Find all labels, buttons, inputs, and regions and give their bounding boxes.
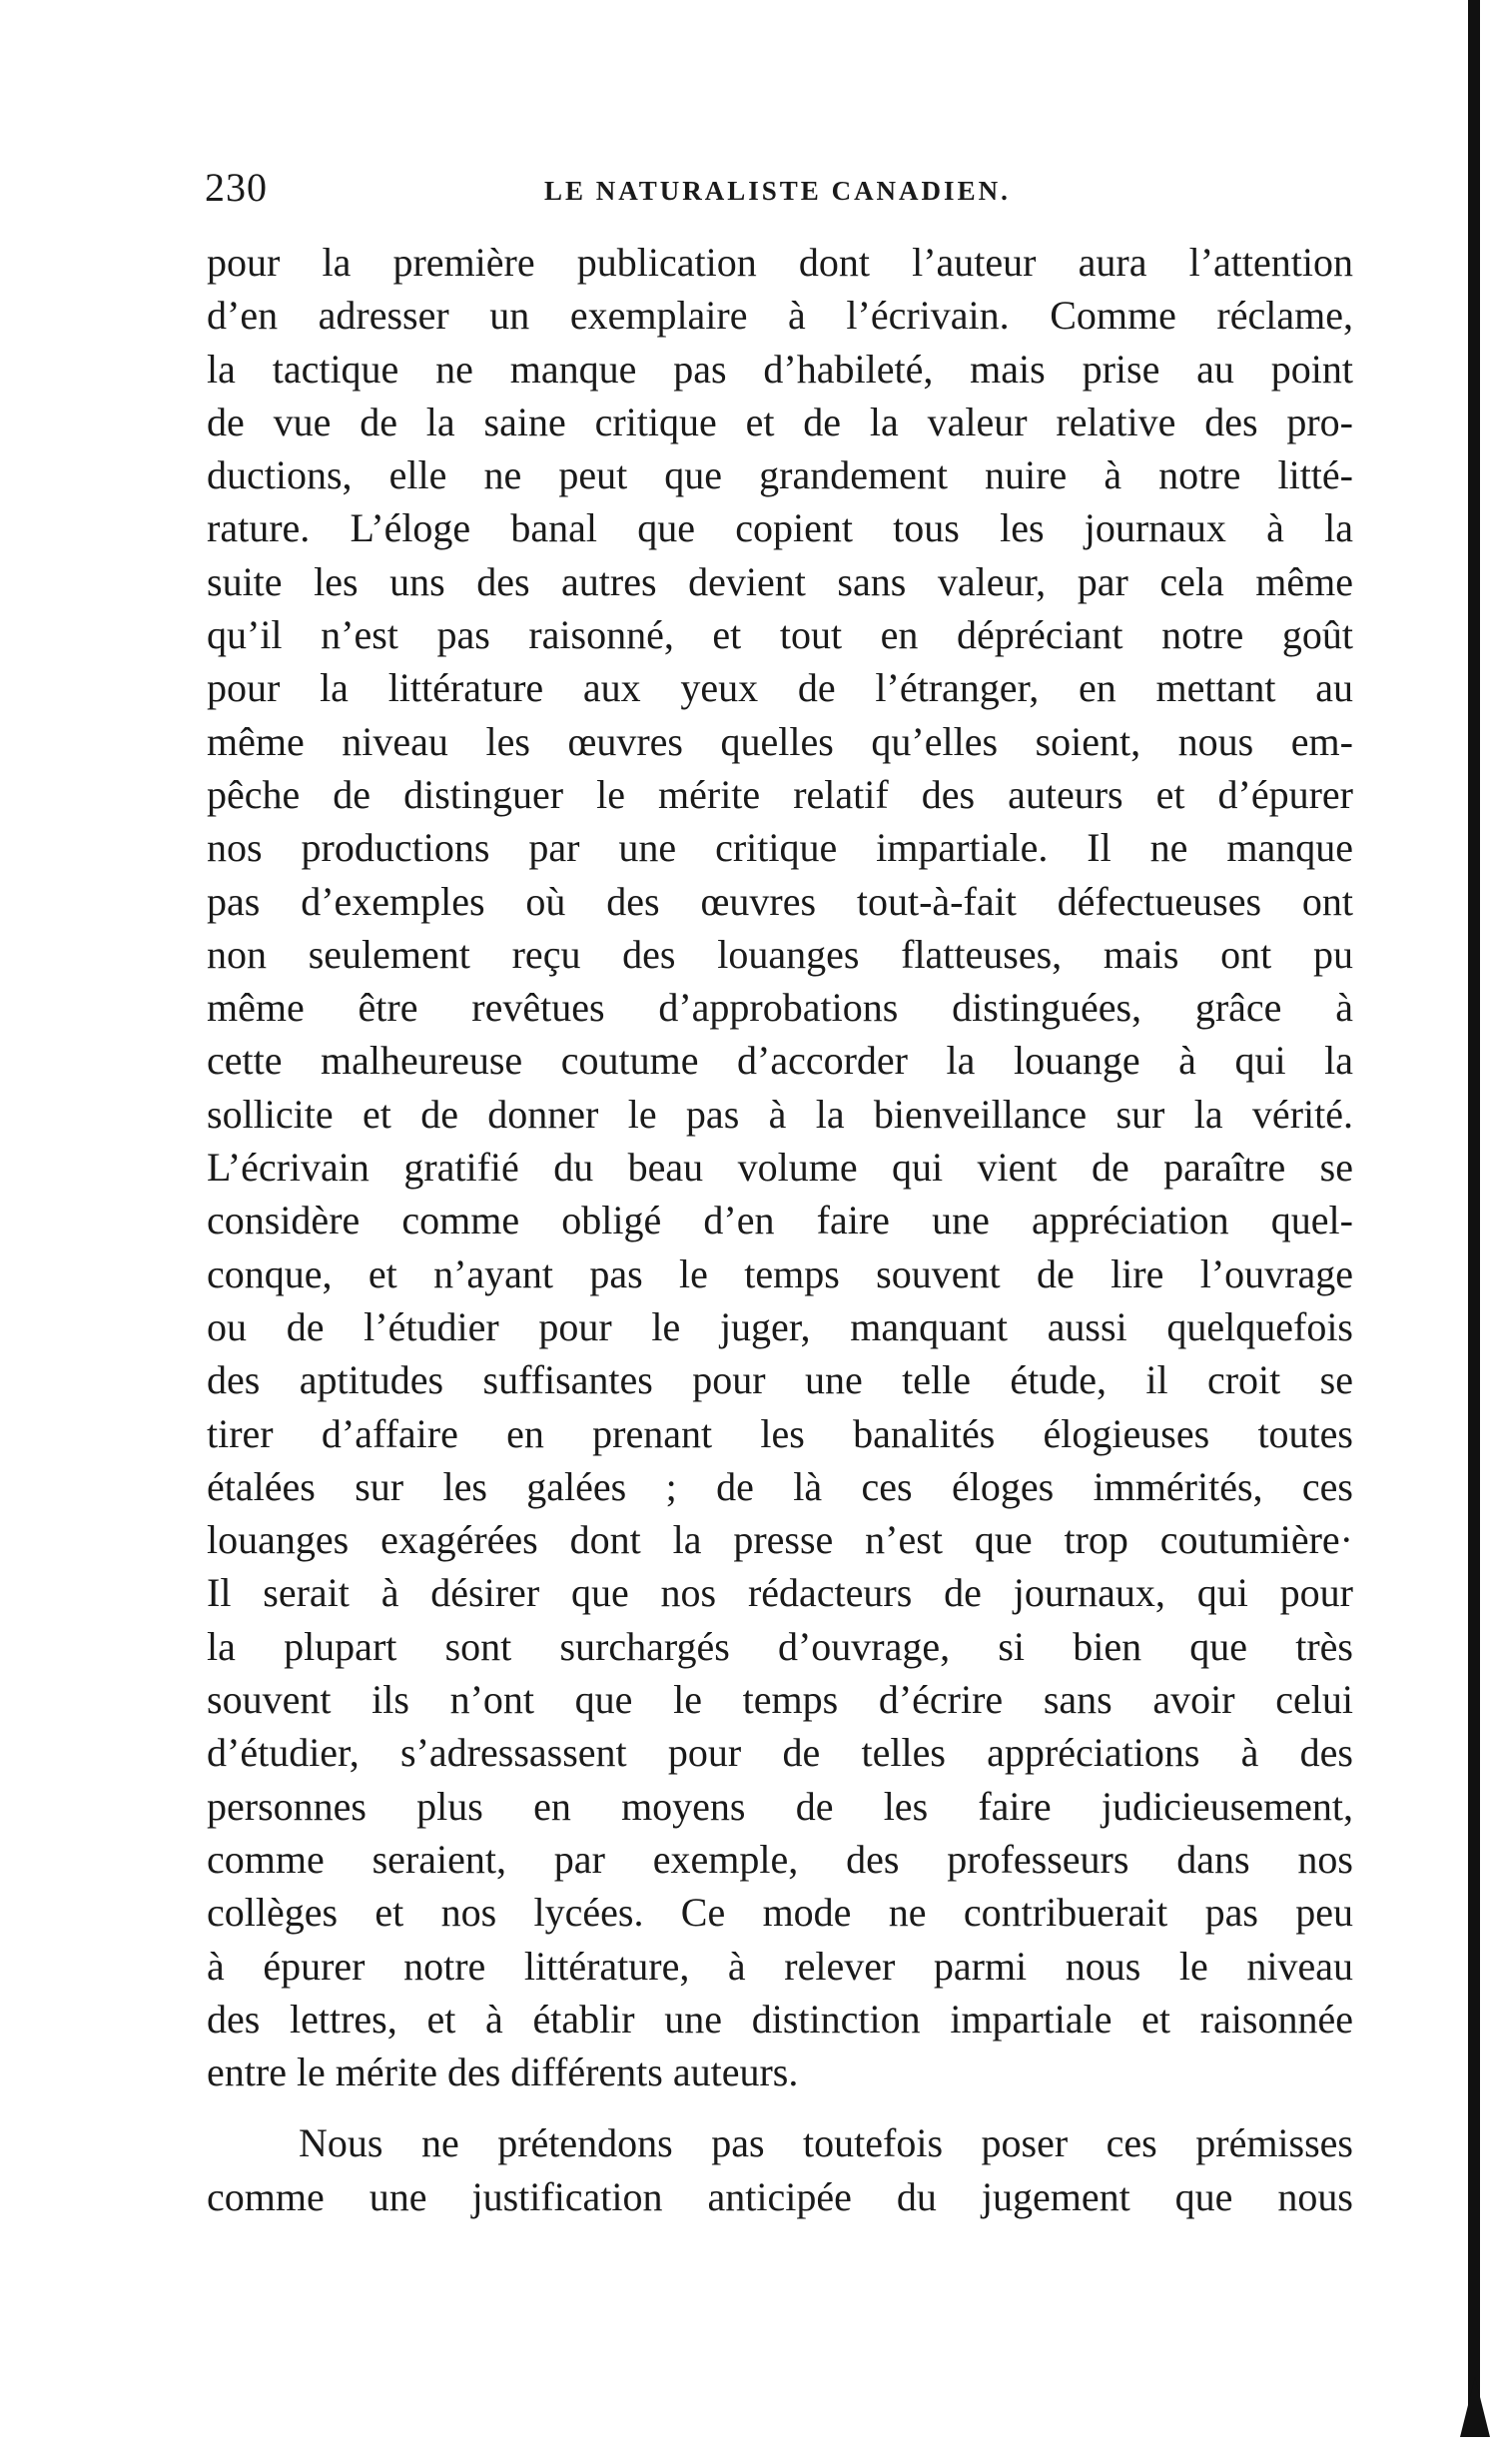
text-line: comme seraient, par exemple, des professeurs dans nos — [207, 1836, 1353, 1882]
text-line: des lettres, et à établir une distinction impartiale et raisonnée — [207, 1996, 1353, 2042]
binding-foot — [1460, 2377, 1490, 2437]
journal-title: LE NATURALISTE CANADIEN. — [544, 176, 1011, 206]
text-line: L’écrivain gratifié du beau volume qui vient de paraître se — [207, 1145, 1353, 1191]
text-line: la tactique ne manque pas d’habileté, mais prise au point — [207, 346, 1353, 392]
page-number: 230 — [205, 165, 268, 210]
text-line: des aptitudes suffisantes pour une telle étude, il croit se — [207, 1357, 1353, 1403]
body-text — [207, 236, 1353, 2223]
text-line: collèges et nos lycées. Ce mode ne contribuerait pas peu — [207, 1890, 1353, 1936]
text-line: suite les uns des autres devient sans valeur, par cela même — [207, 558, 1353, 604]
text-line: non seulement reçu des louanges flatteuses, mais ont pu — [207, 931, 1353, 977]
paragraph-1 — [207, 236, 1353, 2098]
text-line: pour la littérature aux yeux de l’étranger, en mettant au — [207, 665, 1353, 711]
text-line: rature. L’éloge banal que copient tous les journaux à la — [207, 505, 1353, 551]
text-line: de vue de la saine critique et de la valeur relative des pro- — [207, 399, 1353, 444]
text-line: louanges exagérées dont la presse n’est que trop coutumière· — [207, 1517, 1353, 1563]
binding-rule — [1468, 0, 1480, 2437]
text-line: considère comme obligé d’en faire une appréciation quel- — [207, 1198, 1353, 1243]
text-line: entre le mérite des différents auteurs. — [207, 2050, 799, 2095]
text-line: étalées sur les galées ; de là ces éloges immérités, ces — [207, 1463, 1353, 1509]
text-line: même être revêtues d’approbations distinguées, grâce à — [207, 985, 1353, 1031]
running-head — [205, 163, 1353, 213]
text-line: la plupart sont surchargés d’ouvrage, si bien que très — [207, 1623, 1353, 1669]
text-line: d’en adresser un exemplaire à l’écrivain. Comme réclame, — [207, 293, 1353, 339]
text-line: qu’il n’est pas raisonné, et tout en dépréciant notre goût — [207, 612, 1353, 658]
text-line: ductions, elle ne peut que grandement nuire à notre litté- — [207, 452, 1353, 498]
text-line: conque, et n’ayant pas le temps souvent de lire l’ouvrage — [207, 1250, 1353, 1296]
text-line: sollicite et de donner le pas à la bienveillance sur la vérité. — [207, 1091, 1353, 1137]
text-line: à épurer notre littérature, à relever parmi nous le niveau — [207, 1943, 1353, 1989]
text-line: pêche de distinguer le mérite relatif des auteurs et d’épurer — [207, 771, 1353, 817]
text-line: comme une justification anticipée du jugement que nous — [207, 2173, 1353, 2219]
text-line: cette malheureuse coutume d’accorder la louange à qui la — [207, 1038, 1353, 1084]
text-line: nos productions par une critique impartiale. Il ne manque — [207, 825, 1353, 871]
text-line: personnes plus en moyens de les faire judicieusement, — [207, 1783, 1353, 1829]
text-line: d’étudier, s’adressassent pour de telles appréciations à des — [207, 1730, 1353, 1776]
text-line: pas d’exemples où des œuvres tout-à-fait défectueuses ont — [207, 878, 1353, 924]
text-line: Nous ne prétendons pas toutefois poser ces prémisses — [299, 2120, 1353, 2166]
paragraph-2 — [207, 2116, 1353, 2223]
text-line: souvent ils n’ont que le temps d’écrire sans avoir celui — [207, 1677, 1353, 1723]
paragraph-gap — [207, 2098, 1353, 2116]
text-line: ou de l’étudier pour le juger, manquant aussi quelquefois — [207, 1303, 1353, 1349]
text-line: tirer d’affaire en prenant les banalités élogieuses toutes — [207, 1410, 1353, 1456]
text-line: même niveau les œuvres quelles qu’elles soient, nous em- — [207, 718, 1353, 764]
text-line: Il serait à désirer que nos rédacteurs de journaux, qui pour — [207, 1570, 1353, 1616]
binding-edge — [1460, 0, 1490, 2464]
text-line: pour la première publication dont l’auteur aura l’attention — [207, 240, 1353, 285]
